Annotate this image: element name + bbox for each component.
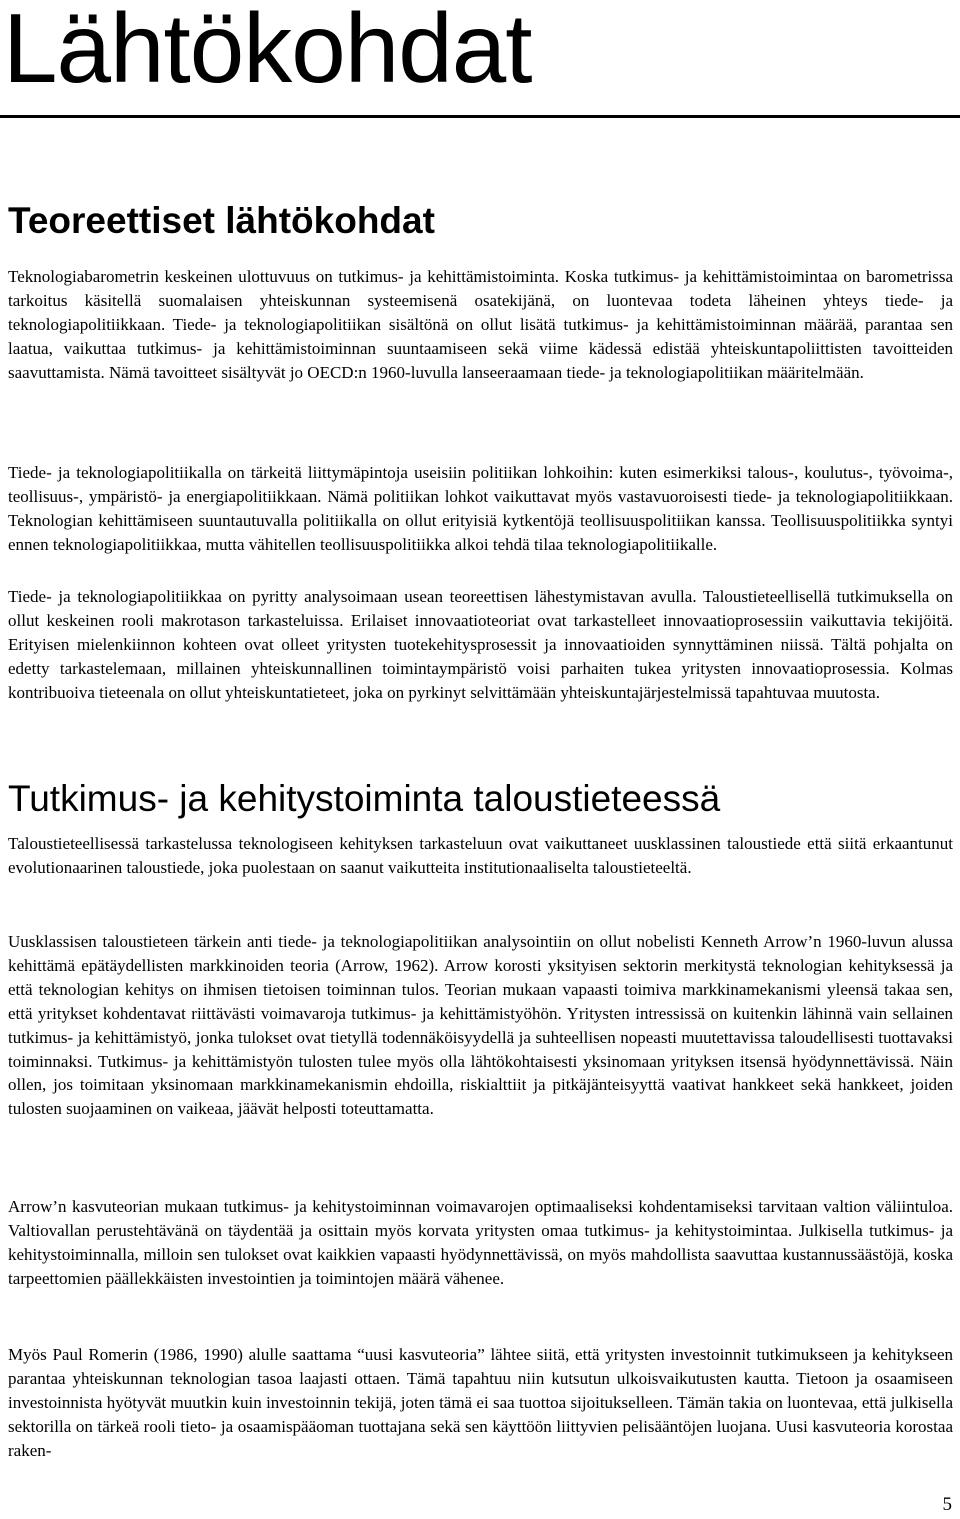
- paragraph: Taloustieteellisessä tarkastelussa teknologiseen kehityksen tarkasteluun ovat vaikuttaneet uusklassinen taloustiede että siitä erkaantunut evolutionaarinen taloustiede, joka puolestaan on saanut vaikutteita institutionaaliselta taloustieteeltä.: [8, 834, 953, 877]
- paragraph: Uusklassisen taloustieteen tärkein anti tiede- ja teknologiapolitiikan analysointiin on ollut nobelisti Kenneth Arrow’n 1960-luvun alussa kehittämä epätäydellisten markkinoiden teoria (Arrow, 1962). Arrow korosti yksityisen sektorin merkitystä teknologian kehityksessä ja että teknologian kehitys on ihmisen tietoisen toiminnan tulos. Teorian mukaan vapaasti toimiva markkinamekanismi yleensä takaa sen, että yritykset kohdentavat riittävästi voimavaroja tutkimus- ja kehittämistyöhön. Yritysten intressissä on kuitenkin lähinnä vain sellainen tutkimus- ja kehittämistyö, jonka tulokset ovat tietyllä todennäköisyydellä ja suhteellisen nopeasti muutettavissa taloudellisesti tuottavaksi toiminnaksi. Tutkimus- ja kehittämistyön tulosten tulee myös olla lähtökohtaisesti yksinomaan yrityksen itsensä hyödynnettävissä. Näin ollen, jos toimitaan yksinomaan markkinamekanismin ehdoilla, riskialttiit ja pitkäjänteisyyttä vaativat hankkeet sekä hankkeet, joiden tulosten suojaaminen on vaikeaa, jäävät helposti toteuttamatta.: [8, 932, 953, 1119]
- page-number: 5: [942, 1494, 952, 1515]
- section-heading-theoretical-starting-points: Teoreettiset lähtökohdat: [8, 200, 435, 241]
- title-divider: [0, 115, 960, 118]
- paragraph: Teknologiabarometrin keskeinen ulottuvuus on tutkimus- ja kehittämistoiminta. Koska tutkimus- ja kehittämistoimintaa on barometrissa tarkoitus käsitellä suomalaisen yhteiskunnan systeemisenä osatekijänä, on luontevaa todeta läheinen yhteys tiede- ja teknologiapolitiikkaan. Tiede- ja teknologiapolitiikan sisältönä on ollut lisätä tutkimus- ja kehittämistoiminnan määrää, parantaa sen laatua, vaikuttaa tutkimus- ja kehittämistoiminnan suuntaamiseen sekä viime kädessä edistää yhteiskuntapoliittisten tavoitteiden saavuttamista. Nämä tavoitteet sisältyvät jo OECD:n 1960-luvulla lanseeraamaan tiede- ja teknologiapolitiikan määritelmään.: [8, 267, 953, 382]
- chapter-title: Lähtökohdat: [3, 0, 532, 103]
- paragraph: Myös Paul Romerin (1986, 1990) alulle saattama “uusi kasvuteoria” lähtee siitä, että yritysten investoinnit tutkimukseen ja kehitykseen parantaa yhteiskunnan teknologian tasoa laajasti ottaen. Tämä tapahtuu niin kutsutun ulkoisvaikutusten kautta. Tietoon ja osaamiseen investoinnista hyötyvät muutkin kuin investoinnin tekijä, joten tämä ei saa tuottoa sijoitukselleen. Tämän takia on luontevaa, että julkisella sektorilla on tärkeä rooli tieto- ja osaamispääoman tuottajana sekä sen käyttöön liittyvien pelisääntöjen luojana. Uusi kasvuteoria korostaa raken-: [8, 1345, 953, 1460]
- section-heading-rd-in-economics: Tutkimus- ja kehitystoiminta taloustieteessä: [8, 778, 721, 819]
- paragraph: Tiede- ja teknologiapolitiikkaa on pyritty analysoimaan usean teoreettisen lähestymistavan avulla. Taloustieteellisellä tutkimuksella on ollut keskeinen rooli makrotason tarkasteluissa. Erilaiset innovaatioteoriat ovat tarkastelleet innovaatioprosessiin vaikuttavia tekijöitä. Erityisen mielenkiinnon kohteen ovat olleet yritysten tuotekehitysprosessit ja innovaatioiden synnyttäminen niissä. Tältä pohjalta on edetty tarkastelemaan, millainen yhteiskunnallinen toimintaympäristö voisi parhaiten tukea yritysten innovaatioprosessia. Kolmas kontribuoiva tieteenala on ollut yhteiskuntatieteet, joka on pyrkinyt selvittämään yhteiskuntajärjestelmissä tapahtuvaa muutosta.: [8, 587, 953, 702]
- paragraph: Tiede- ja teknologiapolitiikalla on tärkeitä liittymäpintoja useisiin politiikan lohkoihin: kuten esimerkiksi talous-, koulutus-, työvoima-, teollisuus-, ympäristö- ja energiapolitiikkaan. Nämä politiikan lohkot vaikuttavat myös vastavuoroisesti tiede- ja teknologiapolitiikkaan. Teknologian kehittämiseen suuntautuvalla politiikalla on ollut erityisiä kytkentöjä teollisuuspolitiikan kanssa. Teollisuuspolitiikka syntyi ennen teknologiapolitiikkaa, mutta vähitellen teollisuuspolitiikka alkoi tehdä tilaa teknologiapolitiikalle.: [8, 463, 953, 554]
- paragraph: Arrow’n kasvuteorian mukaan tutkimus- ja kehitystoiminnan voimavarojen optimaaliseksi kohdentamiseksi tarvitaan valtion väliintuloa. Valtiovallan perustehtävänä on täydentää ja osittain myös korvata yritysten omaa tutkimus- ja kehitystoimintaa. Julkisella tutkimus- ja kehitystoiminnalla, milloin sen tulokset ovat kaikkien vapaasti hyödynnettävissä, on myös mahdollista saavuttaa kustannussäästöjä, koska tarpeettomien päällekkäisten investointien ja toimintojen määrä vähenee.: [8, 1197, 953, 1288]
